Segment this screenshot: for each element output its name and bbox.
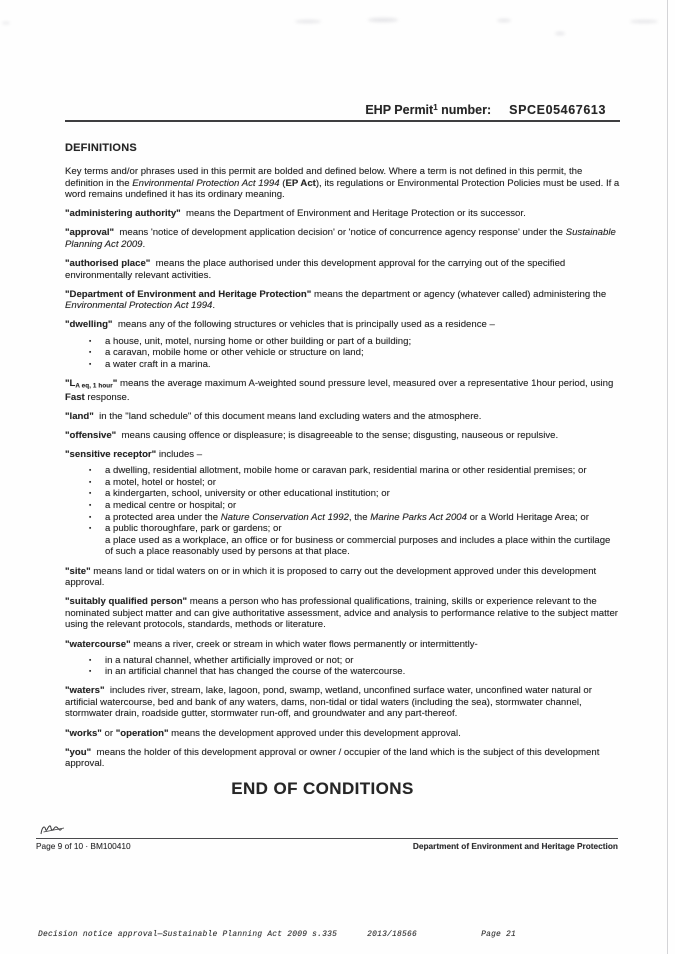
bullet-item xyxy=(89,347,620,359)
text-segment: "dwelling" xyxy=(65,319,113,331)
bullet-item xyxy=(89,488,620,500)
text-segment: or a World Heritage Area; or xyxy=(466,511,589,523)
text-segment: a caravan, mobile home or other vehicle or structure on land; xyxy=(105,347,364,359)
text-segment: ), its regulations or Environmental Protection Policies must be used. If a word remains undefined it has its ordinary meaning. xyxy=(65,177,620,201)
text-segment: "Department of Environment and Heritage Protection" xyxy=(65,288,312,300)
text-segment: "offensive" xyxy=(65,430,117,442)
text-segment: means the place authorised under this development approval for the carrying out of the specified environmentally relevant activities. xyxy=(65,258,566,281)
footer-department: Department of Environment and Heritage Protection xyxy=(412,841,618,851)
definition-paragraph xyxy=(65,289,620,312)
permit-header xyxy=(65,0,620,122)
definition-paragraph xyxy=(65,596,620,631)
text-segment: Nature Conservation Act 1992 xyxy=(220,511,349,523)
text-segment: a dwelling, residential allotment, mobile home or caravan park, residential marina or other residential premises; or xyxy=(105,465,587,477)
text-segment: means land or tidal waters on or in which it is proposed to carry out the development approved under this development approval. xyxy=(65,565,597,589)
text-segment: . xyxy=(142,238,146,250)
text-segment: a public thoroughfare, park or gardens; or xyxy=(105,523,282,535)
bullet-item xyxy=(89,535,620,558)
typewriter-page-number: Page 21 xyxy=(481,930,516,939)
text-segment: means causing offence or displeasure; is disagreeable to the sense; disgusting, nauseous or repulsive. xyxy=(116,430,559,442)
text-segment: "land" xyxy=(65,411,94,422)
definition-paragraph xyxy=(65,166,620,201)
text-segment: "operation" xyxy=(115,727,169,739)
permit-label-text: EHP Permit xyxy=(365,103,434,117)
definition-paragraph xyxy=(65,258,620,281)
text-segment: "waters" xyxy=(65,685,105,697)
definition-paragraph xyxy=(65,378,620,404)
bullet-item xyxy=(89,336,620,348)
footer-row xyxy=(36,839,618,851)
bullet-item xyxy=(89,512,620,524)
definition-paragraph xyxy=(65,319,620,331)
scan-edge-line xyxy=(667,0,668,954)
text-segment: means the holder of this development approval or owner / occupier of the land which is the subject of this development approval. xyxy=(65,746,600,770)
end-of-conditions-heading: END OF CONDITIONS xyxy=(231,778,414,798)
text-segment: includes river, stream, lake, lagoon, pond, swamp, wetland, unconfined surface water, unconfined water natural or artificial watercourse, bed and bank of any waters, dams, non-tidal or tidal waters (including the sea), stormwater channel, stormwater drain, roadside gutter, stormwater run-off, and groundwater and any part-thereof. xyxy=(65,685,592,720)
definition-paragraph xyxy=(65,566,620,589)
scan-footer xyxy=(36,823,618,851)
text-segment: "suitably qualified person" xyxy=(65,596,188,608)
text-segment: Fast xyxy=(65,391,85,403)
text-segment: , the xyxy=(348,511,371,523)
definition-paragraph xyxy=(65,449,620,461)
bullet-item xyxy=(89,500,620,512)
text-segment: "site" xyxy=(65,565,91,577)
text-segment: means the department or agency (whatever called) administering the xyxy=(311,288,607,300)
text-segment: a medical centre or hospital; or xyxy=(105,500,237,512)
text-segment: "L xyxy=(65,377,76,389)
definition-paragraph xyxy=(65,411,620,423)
typewriter-file-number: 2013/18566 xyxy=(367,930,417,939)
typewriter-footer xyxy=(38,930,516,939)
text-segment: Sustainable Planning Act 2009 xyxy=(65,227,616,250)
text-segment: "sensitive receptor" xyxy=(65,449,157,461)
text-segment: means a river, creek or stream in which water flows permanently or intermittently- xyxy=(130,638,478,650)
text-segment: "works" xyxy=(65,727,102,739)
text-segment: a kindergarten, school, university or other educational institution; or xyxy=(105,488,390,500)
bullet-list xyxy=(89,655,620,678)
bullet-item xyxy=(89,359,620,371)
bullet-item xyxy=(89,523,620,535)
definition-paragraph xyxy=(65,430,620,442)
permit-label-text-2: number: xyxy=(441,103,492,117)
text-segment: includes – xyxy=(156,449,203,461)
bullet-item xyxy=(89,477,620,489)
definition-paragraph xyxy=(65,208,620,220)
typewriter-title: Decision notice approval—Sustainable Planning Act 2009 s.335 xyxy=(38,930,338,939)
text-segment: a place used as a workplace, an office or for business or commercial purposes and includes a place within the curtilage of such a place reasonably used by persons at that place. xyxy=(105,534,611,558)
text-segment: a house, unit, motel, nursing home or other building or part of a building; xyxy=(105,335,412,347)
bullet-item xyxy=(89,666,620,678)
text-segment: a water craft in a marina. xyxy=(105,358,211,370)
bullet-item xyxy=(89,465,620,477)
text-segment: response. xyxy=(84,391,130,403)
definition-paragraph xyxy=(65,747,620,770)
text-segment: means 'notice of development application decision' or 'notice of concurrence agency response' under the xyxy=(114,227,566,239)
text-segment: means a person who has professional qualifications, training, skills or experience relevant to the nominated subject matter and can give authoritative assessment, advice and analysis to performance relative to the subject matter using the relevant protocols, standards, methods or literature. xyxy=(65,596,618,631)
text-segment: Key terms and/or phrases used in this permit are bolded and defined below. Where a term is not defined in this permit, the definition in the xyxy=(65,166,583,189)
page-content xyxy=(65,0,620,799)
bullet-list xyxy=(89,336,620,371)
text-segment: in a natural channel, whether artificially improved or not; or xyxy=(105,654,354,666)
text-segment: "you" xyxy=(65,746,92,758)
definition-paragraph xyxy=(65,227,620,250)
footer-page-info: Page 9 of 10 · BM100410 xyxy=(36,841,131,851)
scan-smudge xyxy=(630,20,658,23)
permit-number-label xyxy=(365,103,491,117)
text-segment: A eq, 1 hour xyxy=(75,382,113,390)
definition-paragraph xyxy=(65,728,620,740)
text-segment: in an artificial channel that has changed the course of the watercourse. xyxy=(105,666,406,678)
bullet-list xyxy=(89,465,620,558)
text-segment: Marine Parks Act 2004 xyxy=(370,511,467,523)
text-segment: a motel, hotel or hostel; or xyxy=(105,476,216,488)
definition-paragraph xyxy=(65,685,620,720)
text-segment: "authorised place" xyxy=(65,258,151,270)
text-segment: EP Act xyxy=(285,177,316,189)
text-segment: "watercourse" xyxy=(65,638,131,650)
text-segment: a protected area under the xyxy=(105,511,221,523)
text-segment: means any of the following structures or vehicles that is principally used as a residence – xyxy=(112,319,495,331)
text-segment: means the development approved under this development approval. xyxy=(168,727,461,739)
text-segment: means the Department of Environment and Heritage Protection or its successor. xyxy=(180,208,526,220)
text-segment: or xyxy=(101,727,116,739)
text-segment: . xyxy=(212,300,216,312)
handwritten-initials xyxy=(38,823,68,837)
text-segment: "administering authority" xyxy=(65,208,181,220)
text-segment: ( xyxy=(279,177,286,189)
permit-number-value: SPCE05467613 xyxy=(509,103,606,117)
definitions-body xyxy=(65,166,620,770)
text-segment: means the average maximum A-weighted sound pressure level, measured over a representative 1hour period, using xyxy=(117,377,614,389)
scan-smudge xyxy=(2,22,10,24)
bullet-item xyxy=(89,655,620,667)
text-segment: "approval" xyxy=(65,227,115,239)
definitions-heading: DEFINITIONS xyxy=(65,142,137,154)
text-segment: " xyxy=(112,377,118,389)
text-segment: Environmental Protection Act 1994 xyxy=(65,300,213,312)
definition-paragraph xyxy=(65,639,620,651)
text-segment: in the "land schedule" of this document means land excluding waters and the atmosphere. xyxy=(93,411,482,422)
footnote-marker: 1 xyxy=(433,103,438,112)
text-segment: Environmental Protection Act 1994 xyxy=(132,177,280,189)
